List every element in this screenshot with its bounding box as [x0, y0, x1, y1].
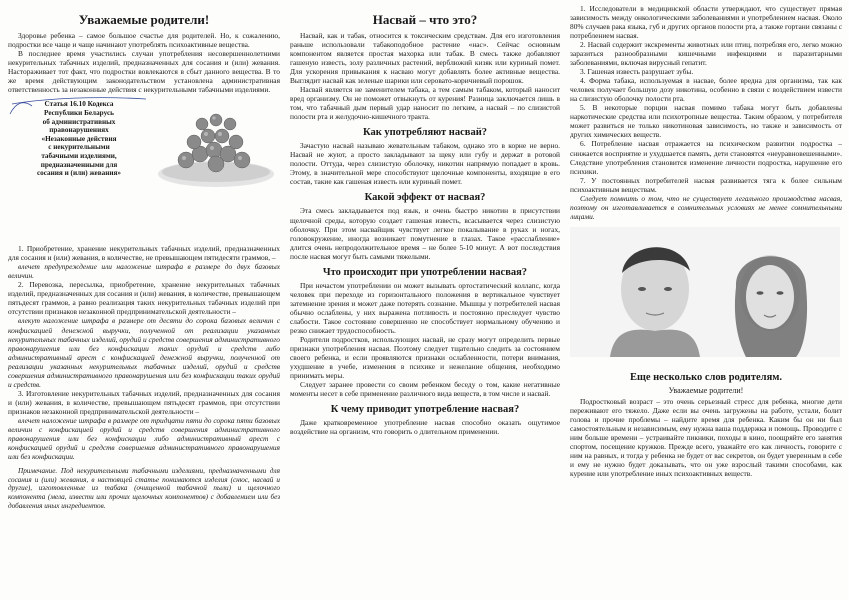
parents-advice-text: Подростковый возраст – это очень серьезный стресс для ребенка, многие дети переживают его тяжело. Даже если вы очень загружены на работе, устали, болит голова и прочие проблемы – найдите время для ребенка. Каким бы он ни был самостоятельным и независимым, ему нужна ваша поддержка и помощь. Проводите с ним больше времени – устраивайте пикники, походы в кино, поощряйте его занятия спортом, посещение кружков. Прежде всего, уважайте его как личность, говорите с ним на равных, и тогда у ребенка не будет от вас секретов, он будет уверенным в себе и ему не нужно будет доказывать, что он уже взрослый такими способами, как курение или употребление иных психоактивных веществ. [570, 396, 842, 478]
article-part-3: 3. Изготовление некурительных табачных изделий, предназначенных для сосания и (или) жевания, в количестве, превышающем пятьдесят граммов, при отсутствии признаков незаконной предпринимательской деятельности – [8, 388, 280, 416]
article-part-1: 1. Приобретение, хранение некурительных табачных изделий, предназначенных для сосания и (или) жевания, в количестве, не превышающем пятидесяти граммов, – [8, 244, 280, 263]
column-left [8, 4, 280, 596]
law-article-box [8, 96, 280, 244]
column-right [570, 4, 842, 596]
article-penalty-2: влекут наложение штрафа в размере от десяти до сорока базовых величин с конфискацией денежной выручки, полученной от реализации указанных некурительных табачных изделий, орудий и средств совершения административного правонарушения или без конфискации таких орудий и средств либо административный арест с конфискацией денежной выручки, полученной от реализации указанных некурительных табачных изделий, орудий и средств совершения административного правонарушения или без конфискации таких орудий и средств. [8, 316, 280, 389]
effect-heading: Какой эффект от насвая? [364, 192, 486, 204]
consequence-item: 1. Исследователи в медицинской области утверждают, что существует прямая зависимость между онкологическими заболеваниями и употреблением насвая. Около 80% случаев рака языка, губ и других органов полости рта, а также гортани связаны с потреблением насвая. [570, 4, 842, 41]
law-line: Статья 16.10 Кодекса [44, 100, 114, 109]
what-happens-text: При нечастом употреблении он может вызывать ортостатический коллапс, когда человек при переходе из горизонтального положения в вертикальное чувствует затемнение зрения и может даже потерять сознание. Мышцы у потребителей насвая обычно ослаблены, у них выражена потливость и постоянно преследует чувство слабости. Такое состояние совершенно не способствует нормальному обучению и резко снижает трудоспособность. [290, 280, 560, 335]
greeting: Уважаемые родители! [668, 385, 744, 395]
law-line: «Незаконные действия [41, 134, 117, 143]
how-used-text: Зачастую насвай называю жевательным табаком, однако это в корне не верно. Насвай не жуют, а просто закладывают за щеку или губу и держат в ротовой полости. Оттуда, через слизистую оболочку, никотин напрямую попадает в кровь. Этому, в значительной мере способствуют щелочные компоненты, входящие в его состав, такие как гашеная известь или куриный помет. [290, 141, 560, 187]
what-is-nasvay-heading: Насвай – что это? [372, 12, 478, 27]
context-paragraph: В последнее время участились случаи употребления несовершеннолетними некурительных табачных изделий, предназначенных для сосания и (или) жевания. Настораживает тот факт, что подростки вовлекаются в сбыт данного вещества. В то же время действующим законодательством установлена административная ответственность за незаконные действия с некурительными табачными изделиями. [8, 49, 280, 95]
conversation-advice: Следует заранее провести со своим ребенком беседу о том, какие негативные моменты несет в себе применение различного вида веществ, в том числе и насвай. [290, 380, 560, 399]
law-line: Республики Беларусь [44, 108, 114, 117]
how-used-heading: Как употребляют насвай? [362, 127, 487, 139]
more-words-heading: Еще несколько слов родителям. [629, 371, 783, 383]
law-article-heading [8, 100, 150, 178]
nasvay-pellets-image [154, 102, 278, 190]
law-line: сосания и (или) жевания» [36, 169, 121, 178]
legality-warning: Следует помнить о том, что не существует легального производства насвая, поэтому он изготавливается в сомнительных условиях не менее сомнительными лицами. [570, 193, 842, 221]
consequences-intro: Даже кратковременное употребление насвая способно оказать ощутимое воздействие на организм, что говорить о длительном применении. [290, 418, 560, 437]
column-middle [290, 4, 560, 596]
law-line: табачными изделиями, [41, 152, 117, 161]
intro-paragraph: Здоровье ребенка – самое большое счастье для родителей. Но, к сожалению, подростки все чаще и чаще начинают употреблять психоактивные вещества. [8, 31, 280, 50]
consequence-item: 6. Потребление насвая отражается на психическом развитии подростка – снижается восприятие и ухудшается память, дети становятся «неуравновешенными». Следствие употребления становится изменение личности подростка, нарушение его психики. [570, 139, 842, 176]
parents-title: Уважаемые родители! [78, 12, 210, 27]
law-line: правонарушениях [49, 126, 109, 135]
parents-signs-text: Родители подростков, использующих насвай, не сразу могут определить первые признаки употребления насвая. Поэтому следует тщательно следить за состоянием своего ребенка, и если проявляются признаки ослабленности, потери внимания, ухудшение в учебе, изменения в психике и нежелание общения, необходимо принимать меры. [290, 334, 560, 380]
consequence-item: 2. Насвай содержит экскременты животных или птиц, потребляя его, легко можно заразиться разнообразными кишечными инфекциями и паразитарными заболеваниями, включая вирусный гепатит. [570, 40, 842, 68]
nasvay-definition: Насвай, как и табак, относится к токсическим средствам. Для его изготовления раньше использовали табакоподобное растение «нас». Сейчас основным компонентом является простая махорка или табак. В смесь также добавляют гашеную известь, золу различных растений, верблюжий кизяк или куриный помет. Для ускорения привыкания к насваю могут добавлять более активные вещества. Выглядит насвай как зеленые шарики или серовато-коричневый порошок. [290, 31, 560, 86]
teenagers-photo [570, 227, 840, 357]
law-line: об административных [42, 117, 116, 126]
consequence-item: 7. У постоянных потребителей насвая развивается тяга к более сильным психоактивным веществам. [570, 175, 842, 194]
consequence-item: 5. В некоторые порции насвая помимо табака могут быть добавлены наркотические средства или психотропные вещества. Таким образом, у потребителя может развиться не только никотиновая зависимость, но также и зависимость от других химических веществ. [570, 103, 842, 140]
consequence-item: 4. Форма табака, используемая в насвае, более вредна для организма, так как человек получает большую дозу никотина, особенно в связи с воздействием извести на слизистую оболочку полости рта. [570, 76, 842, 104]
law-line: с некурительными [48, 143, 110, 152]
article-note: Примечание. Под некурительными табачными изделиями, предназначенными для сосания и (или) жевания, в настоящей статье понимаются изделия (снюс, насвай и другие), изготовленные из табака (очищенной табачной пыли) и щелочного компонента (мела, извести или прочих щелочных компонентов) с добавлением или без добавления иных ингредиентов. [8, 466, 280, 510]
law-line: предназначенными для [40, 160, 118, 169]
article-part-2: 2. Перевозка, пересылка, приобретение, хранение некурительных табачных изделий, предназначенных для сосания и (или) жевания, в количестве, превышающем пятьдесят граммов, а равно реализация таких некурительных табачных изделий при отсутствии признаков незаконной предпринимательской деятельности – [8, 280, 280, 317]
article-penalty-3: влечет наложение штрафа в размере от тридцати пяти до сорока пяти базовых величин с конфискацией орудий и средств совершения административного правонарушения или без конфискации либо административный арест с конфискацией орудий и средств совершения административного правонарушения или без конфискации. [8, 415, 280, 461]
consequences-heading: К чему приводит употребление насвая? [330, 404, 520, 416]
nasvay-vs-tobacco: Насвай является не заменителем табака, а тем самым табаком, который наносит вред организму. Он не поможет отвыкнуть от курения! Разница заключается лишь в том, что табачный дым первый удар наносит по легким, а насвай – по слизистой полости рта и желудочно-кишечного тракта. [290, 85, 560, 122]
effect-text: Эта смесь закладывается под язык, и очень быстро никотин в присутствии щелочной среды, которую создает гашеная известь, всасывается через слизистую оболочку. При этом насвайщик чувствует легкое покалывание в руках и ногах, головокружение, иногда возникает помутнение в глазах. Такое «расслабление» длится очень непродолжительное время – не более 5-10 минут. А вот последствия после насвая могут быть самыми тяжелыми. [290, 206, 560, 261]
article-penalty-1: влечет предупреждение или наложение штрафа в размере до двух базовых величин. [8, 262, 280, 281]
consequence-item: 3. Гашеная известь разрушает зубы. [580, 67, 694, 77]
what-happens-heading: Что происходит при употреблении насвая? [322, 266, 528, 278]
